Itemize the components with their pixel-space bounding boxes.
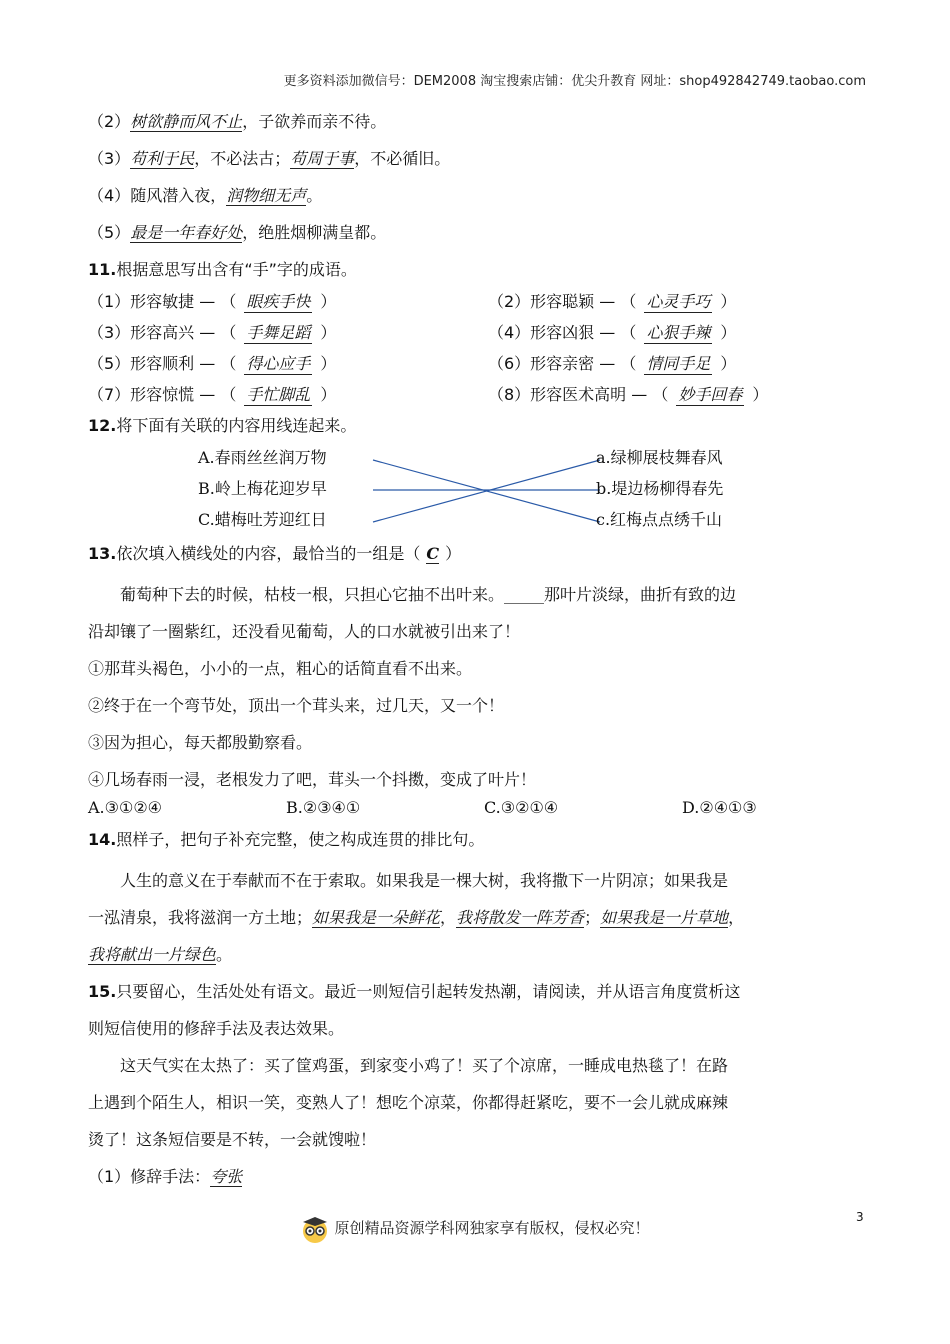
- matching-area: [88, 448, 868, 544]
- q15-passage-line-3: 烫了！这条短信要是不转，一会就馊啦！: [88, 1130, 377, 1149]
- owl-logo-icon: [300, 1214, 330, 1244]
- q11-row-2: （3）形容高兴 — （ 手舞足蹈 ） （4）形容凶狠 — （ 心狠手辣 ）: [88, 323, 737, 342]
- q13-sentence-1: ①那茸头褐色，小小的一点，粗心的话简直看不出来。: [88, 659, 473, 678]
- q14-title: [88, 830, 868, 862]
- q15-title-line-2: 则短信使用的修辞手法及表达效果。: [88, 1019, 345, 1038]
- item-text: ，绝胜烟柳满皇都。: [242, 223, 387, 242]
- item-text: ，不必循旧。: [354, 149, 451, 168]
- question-text: 依次填入横线处的内容，最恰当的一组是（: [116, 544, 421, 563]
- q12-title: [88, 416, 868, 448]
- item-label: （3）形容高兴 —: [88, 323, 216, 342]
- answer-text: 情同手足: [646, 354, 711, 373]
- item-label: （8）形容医术高明 —: [488, 385, 648, 404]
- q13-options: [88, 798, 868, 830]
- answer-text: 苟利于民: [130, 149, 195, 168]
- question-number: 15.: [88, 982, 117, 1001]
- item-label: （5）形容顺利 —: [88, 354, 216, 373]
- q14-line-1: 人生的意义在于奉献而不在于索取。如果我是一棵大树，我将撒下一片阴凉；如果我是: [120, 871, 729, 890]
- question-text: 只要留心，生活处处有语文。最近一则短信引起转发热潮，请阅读，并从语言角度赏析这: [116, 982, 741, 1001]
- item-label: （7）形容惊慌 —: [88, 385, 216, 404]
- item-label: （1）形容敏捷 —: [88, 292, 216, 311]
- answer-text: 心狠手辣: [646, 323, 711, 342]
- page-number: 3: [856, 1210, 864, 1224]
- item-text: ；: [584, 908, 601, 927]
- answer-text: 夸张: [210, 1167, 243, 1186]
- item-text: 随风潜入夜，: [130, 186, 227, 205]
- match-right-item: b.堤边杨柳得春先: [596, 479, 724, 498]
- item-text: ，子欲养而亲不待。: [242, 112, 387, 131]
- option-b: B.②③④①: [286, 798, 361, 817]
- item-text: ，: [440, 908, 457, 927]
- match-row-3: [88, 510, 868, 541]
- answer-text: 最是一年春好处: [130, 223, 243, 242]
- page-header: 更多资料添加微信号：DEM2008 淘宝搜索店铺：优尖升教育 网址：shop492842749.taobao.com: [283, 74, 866, 89]
- answer-text: 我将献出一片绿色: [88, 945, 217, 964]
- item-number: （4）: [88, 186, 131, 205]
- document-body: [88, 112, 868, 1195]
- item-number: （5）: [88, 223, 131, 242]
- answer-text: 眼疾手快: [246, 292, 311, 311]
- answer-text: 我将散发一阵芳香: [456, 908, 585, 927]
- q15-sub-1: [88, 1158, 868, 1195]
- answer-text: 得心应手: [246, 354, 311, 373]
- q13-sentence-4: ④几场春雨一浸，老根发力了吧，茸头一个抖擞，变成了叶片！: [88, 770, 537, 789]
- item-text: ，: [728, 908, 745, 927]
- match-left-item: A.春雨丝丝润万物: [198, 448, 327, 467]
- answer-text: 苟周于事: [290, 149, 355, 168]
- q14-line-2: [88, 899, 868, 936]
- answer-text: 妙手回春: [678, 385, 743, 404]
- question-number: 14.: [88, 830, 117, 849]
- q10-item-3: [88, 149, 868, 186]
- item-label: （1）修辞手法：: [88, 1167, 211, 1186]
- q11-row-3: （5）形容顺利 — （ 得心应手 ） （6）形容亲密 — （ 情同手足 ）: [88, 354, 737, 373]
- copyright-notice: 原创精品资源学科网独家享有版权，侵权必究！: [334, 1219, 650, 1237]
- question-text: 照样子，把句子补充完整，使之构成连贯的排比句。: [116, 830, 485, 849]
- q15-passage-line-1: 这天气实在太热了：买了筐鸡蛋，到家变小鸡了！买了个凉席，一睡成电热毯了！在路: [120, 1056, 729, 1075]
- answer-text: 如果我是一朵鲜花: [312, 908, 441, 927]
- q13-passage-line-1: 葡萄种下去的时候，枯枝一根，只担心它抽不出叶来。_____那叶片淡绿，曲折有致的边: [120, 585, 737, 604]
- item-label: （6）形容亲密 —: [488, 354, 616, 373]
- answer-text: 心灵手巧: [646, 292, 711, 311]
- item-text: 。: [306, 186, 323, 205]
- match-row-1: [88, 448, 868, 479]
- q15-passage-line-2: 上遇到个陌生人，相识一笑，变熟人了！想吃个凉菜，你都得赶紧吃，要不一会儿就成麻辣: [88, 1093, 729, 1112]
- match-right-item: a.绿柳展枝舞春风: [596, 448, 723, 467]
- item-text: 。: [216, 945, 233, 964]
- match-right-item: c.红梅点点绣千山: [596, 510, 723, 529]
- item-text: 一泓清泉，我将滋润一方土地；: [88, 908, 313, 927]
- question-text: ）: [445, 544, 462, 563]
- question-number: 13.: [88, 544, 117, 563]
- q13-title: [88, 544, 868, 576]
- match-left-item: B.岭上梅花迎岁早: [198, 479, 327, 498]
- option-d: D.②④①③: [682, 798, 757, 817]
- option-a: A.③①②④: [88, 798, 163, 817]
- page-footer: [0, 1214, 950, 1244]
- q13-sentence-3: ③因为担心，每天都殷勤察看。: [88, 733, 313, 752]
- q11-row-1: （1）形容敏捷 — （ 眼疾手快 ） （2）形容聪颖 — （ 心灵手巧 ）: [88, 292, 737, 311]
- q10-item-2: [88, 112, 868, 149]
- question-text: 将下面有关联的内容用线连起来。: [116, 416, 357, 435]
- answer-text: 树欲静而风不止: [130, 112, 243, 131]
- q10-item-4: [88, 186, 868, 223]
- item-number: （2）: [88, 112, 131, 131]
- item-label: （4）形容凶狠 —: [488, 323, 616, 342]
- option-c: C.③②①④: [484, 798, 559, 817]
- q13-sentence-2: ②终于在一个弯节处，顶出一个茸头来，过几天，又一个！: [88, 696, 505, 715]
- answer-text: 手忙脚乱: [246, 385, 311, 404]
- question-text: 根据意思写出含有“手”字的成语。: [116, 260, 357, 279]
- answer-text: C: [426, 544, 440, 563]
- answer-text: 手舞足蹈: [246, 323, 311, 342]
- item-text: ，不必法古；: [194, 149, 291, 168]
- q15-title-line-1: [88, 973, 868, 1010]
- question-number: 12.: [88, 416, 117, 435]
- q14-line-3: [88, 936, 868, 973]
- item-number: （3）: [88, 149, 131, 168]
- answer-text: 如果我是一片草地: [600, 908, 729, 927]
- answer-text: 润物细无声: [226, 186, 307, 205]
- item-label: （2）形容聪颖 —: [488, 292, 616, 311]
- match-left-item: C.蜡梅吐芳迎红日: [198, 510, 327, 529]
- q11-row-4: （7）形容惊慌 — （ 手忙脚乱 ） （8）形容医术高明 — （ 妙手回春 ）: [88, 385, 769, 404]
- q10-item-5: [88, 223, 868, 260]
- q11-title: [88, 260, 868, 292]
- q13-passage-line-2: 沿却镶了一圈紫红，还没看见葡萄，人的口水就被引出来了！: [88, 622, 521, 641]
- match-row-2: [88, 479, 868, 510]
- question-number: 11.: [88, 260, 117, 279]
